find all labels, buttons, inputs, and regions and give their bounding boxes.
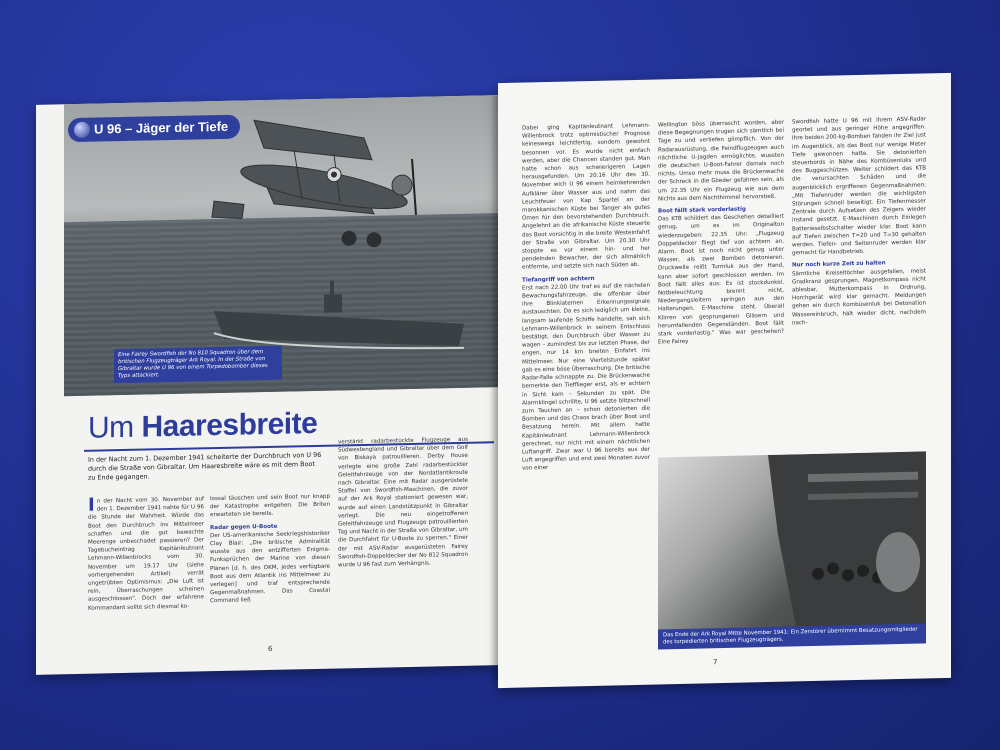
left-col1-text: n der Nacht vom 30. November auf den 1. Dezember 1941 nahte für U 96 die Stunde der Wahrheit. Würde das Boot den Durchbruch ins Mittelmeer schaffen und die gut bewachte Meerenge unbeschadet passieren? Der Tagebucheintrag Kapitänleutnant Lehmann-Willenbrocks vom 30. November um 19.17 Uhr (siehe vorhergehenden Artikel) verrät ungetrübten Optimismus: „Die Luft ist rein, Überraschungen scheinen ausgeschlossen". Doch der erfahrene Kommandant sollte sich diesmal ko- (88, 496, 204, 612)
page-number-left: 6 (268, 644, 273, 653)
headline-bold: Haaresbreite (141, 406, 318, 444)
page-number-right: 7 (713, 658, 718, 667)
article-intro: In der Nacht zum 1. Dezember 1941 scheiterte der Durchbruch von U 96 durch die Straße von Gibraltar. Um Haaresbreite wäre es mit dem Boot zu Ende gegangen. (88, 450, 322, 482)
article-headline (88, 407, 317, 446)
drop-cap: I (88, 494, 95, 516)
right-col2-text: Wellington böss überrascht worden, aber diese Begegnungen trugen sich sämtlich bei Tage zu und verliefen glimpflich. Von der Radarausrüstung, die Feindflugzeugen auch nächtliche U-Jagden ermöglichte, wussten die deutschen U-Boot-Fahrer damals noch nichts. Umso mehr muss die Brückenwache der Schreck in die Glieder gefahren sein, als um 22.35 Uhr ein Flugzeug wie aus dem Nichts aus dem Nachthimmel hervorstieß. (658, 119, 784, 203)
left-col3-text: verstärkt radarbestückte Flugzeuge aus Südwestengland und Gibraltar über dem Golf von Biskaya patrouillieren. Derby House verlegte eine große Zahl radarbestückter Geleitfahrzeuge von der Nordatlantikroute nach Gibraltar. Eine mit Radar ausgerüstete Staffel von Swordfish-Maschinen, die zuvor auf der Ark Royal stationiert gewesen war, wurde auf einen Landstützpunkt in Gibraltar verlegt. Die neu eingetroffenen Geleitfahrzeuge und Flugzeuge patrouillierten Tag und Nacht in der Straße von Gibraltar, um die Durchfahrt für U-Boote zu sperren." Einer der mit ASV-Radar ausgerüsteten Fairey Swordfish-Doppeldecker der No 812 Squadron wurde U 96 fast zum Verhängnis. (338, 436, 468, 569)
right-col3-text2: Sämtliche Kreiseltöchter ausgefallen, meist Gradkranz gesprungen, Magnetkompass nicht ablesbar, Mutterkompass in Ordnung, Horchgerät wird klar gemacht. Meldungen gehen ein durch Kombüsenluk bei Detonation Wassereinbruch, hält wieder dicht, nachdem nach- (792, 268, 926, 327)
right-col1-subhead: Tiefangriff von achtern (522, 275, 595, 284)
left-column-3 (338, 436, 468, 570)
series-title: U 96 – Jäger der Tiefe (94, 118, 229, 137)
right-page (498, 73, 951, 688)
left-page (36, 95, 498, 675)
right-col2-text2: Das KTB schildert das Geschehen detailliert genug, um es im Originalton wiederzugeben: 22.35 Uhr: „Flugzeug Doppeldecker fliegt tief von achtern an. Alarm. Boot ist noch nicht genug unter Wasser, als zwei Bomben detonieren. Druckwelle reißt Turmluk aus der Hand, kann aber sofort geschlossen werden. Im Boot fällt alles aus: Es ist stockdunkel. Notbeleuchtung brennt nicht, Niedergangsleitern springen aus den Halterungen. E-Maschine steht. Überall Klirren von gesprungenen Gläsern und herumfallenden Gegenständen. Boot fällt stark vorderlastig." Was war geschehen? Eine Fairey (658, 213, 784, 346)
left-col2-subhead: Radar gegen U-Boote (210, 523, 278, 531)
left-column-1 (88, 495, 204, 612)
right-col3-subhead: Nur noch kurze Zeit zu halten (792, 260, 886, 269)
series-title-badge (68, 115, 240, 143)
right-col1-text2: Erst nach 22.00 Uhr traf es auf die nächsten Bewachungsfahrzeuge, die offenbar über ihre Blinklaternen Erkennungssignale austauschten. Da es sich lediglich um kleine, langsam laufende Schiffe handelte, sah sich Lehmann-Willenbrock in seinem Entschluss bestätigt, den Durchbruch über Wasser zu wagen – zumindest bis zur letzten Phase, der engen, nur 14 km breiten Einfahrt ins Mittelmeer. Nur eine Viertelstunde später gab es eine böse Überraschung. Die britische Radar-Falle schnappte zu. Die Brückenwache bemerkte den Tiefflieger erst, als er achtern in Sicht kam – Sekunden zu spät. Die Alarmklingel schrillte, U 96 setzte blitzschnell zum Tauchen an – schon detonierten die Bomben und das Chaos brach über Boot und Besatzung herein. Mit allem hatte Kapitänleutnant Lehmann-Willenbrock gerechnet, nur nicht mit einem nächtlichen Luftangriff. Zwar war U 96 bereits aus der Luft angegriffen und erst zwei Monaten zuvor von einer (522, 282, 650, 472)
right-col2-subhead: Boot fällt stark vorderlastig (658, 206, 746, 215)
photo-caption: Eine Fairey Swordfish der No 810 Squadron über dem britischen Flugzeugträger Ark Royal. In der Straße von Gibraltar wurde U 96 von einem Torpedobomber dieses Typs attackiert. (114, 346, 282, 384)
right-col1-text: Dabei ging Kapitänleutnant Lehmann-Willenbrock trotz optimistischer Prognose keineswegs leichtfertig, sondern gewohnt besonnen vor. Es wurde nicht einfach werden, aber die Chancen standen gut. Man hatte schon aus schwierigeren Lagen herausgefunden. Um 20.16 Uhr des 30. November wich U 96 einem heimkehrenden Aufklärer über Wasser aus und nahm das Leuchtfeuer von Kap Spartel an der marokkanischen Küste bei Tanger als gutes Omen für den bevorstehenden Durchbruch. Angelehnt an die afrikanische Küste steuerte das Boot vorsichtig in die breite Westeinfahrt der Straße von Gibraltar. Um 20.30 Uhr stoppte es vor einem hin- und her pendelnden Bewacher, der sich allmählich entfernte, und setzte sich nach Süden ab. (522, 122, 650, 272)
ark-royal-photo (658, 451, 926, 639)
headline-light: Um (88, 410, 142, 445)
destroyer-rescue-illustration (658, 451, 926, 639)
right-column-3 (792, 115, 926, 327)
right-col3-text: Swordfish hatte U 96 mit ihrem ASV-Radar geortet und aus geringer Höhe angegriffen. Ihre beiden 200-kg-Bomben fanden ihr Ziel just im Augenblick, als das Boot nur wenige Meter Tiefe gewonnen hatte. Sie detonierten steuerbords in Nähe des Kombüsenluks und des Buggeschützes. Weiter schildert das KTB die verursachten Schäden und die augenblicklich ergriffenen Gegenmaßnahmen: „Mit Tiefenruder werden die wichtigsten Störungen schnell beseitigt. Ein Tiefenmesser Zentrale durch Aufsetzen des Zeigers wieder instand gesetzt. E-Maschinen durch Einlegen Batterieselbstschalter wieder klar. Boot kann auf Tiefen zwischen T=20 und T=30 gehalten werden. Tiefen- und Seitenruder werden klar gemacht für Handbetrieb. (792, 116, 926, 257)
left-col2-text2: Der US-amerikanische Seekriegshistoriker Clay Blair: „Die britische Admiralität wusste aus den entzifferten Enigma-Funksprüchen der Marine von diesen Plänen [d. h. des OKM, jedes verfügbare Boot aus dem Atlantik ins Mittelmeer zu verlegen] und traf entsprechende Gegenmaßnahmen. Das Coastal Command ließ (210, 530, 330, 605)
left-column-2 (210, 493, 330, 606)
globe-icon (74, 122, 90, 138)
right-column-1 (522, 122, 650, 473)
photo-caption-right: Das Ende der Ark Royal Mitte November 1941: Ein Zerstörer übernimmt Besatzungsmitglieder des torpedierten britischen Flugzeugträgers. (658, 623, 926, 649)
left-col2-text: lossal täuschen und sein Boot nur knapp der Katastrophe entgehen. Die Briten erwarteten sie bereits. (210, 493, 330, 519)
right-column-2 (658, 119, 784, 347)
